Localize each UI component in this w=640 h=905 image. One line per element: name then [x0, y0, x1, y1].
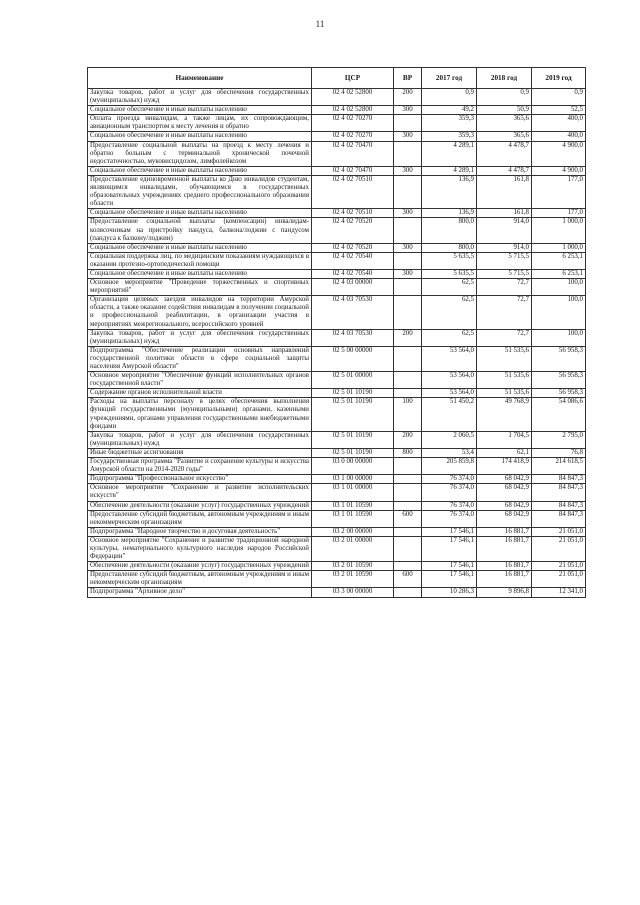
row-vr: 600 — [394, 571, 422, 588]
row-2018: 9 896,8 — [477, 588, 532, 597]
row-2018: 4 478,7 — [477, 141, 532, 166]
row-csr: 02 4 02 70540 — [312, 269, 394, 278]
row-2019: 52,5 — [532, 106, 586, 115]
row-name: Закупка товаров, работ и услуг для обеспечения государственных (муниципальных) нужд — [88, 431, 312, 448]
table-row — [88, 346, 586, 371]
row-2017: 53 564,0 — [422, 372, 477, 389]
row-vr — [394, 458, 422, 475]
row-2019: 84 847,3 — [532, 510, 586, 527]
header-csr: ЦСР — [312, 68, 394, 89]
row-2018: 365,6 — [477, 115, 532, 132]
row-name: Социальное обеспечение и иные выплаты населению — [88, 269, 312, 278]
row-name: Закупка товаров, работ и услуг для обеспечения государственных (муниципальных) нужд — [88, 89, 312, 106]
row-vr — [394, 372, 422, 389]
row-2019: 100,0 — [532, 279, 586, 296]
row-2019: 1 000,0 — [532, 218, 586, 243]
row-2018: 16 881,7 — [477, 571, 532, 588]
row-name: Подпрограмма "Профессиональное искусство" — [88, 475, 312, 484]
row-2018: 0,9 — [477, 89, 532, 106]
row-2019: 56 958,3 — [532, 389, 586, 398]
row-name: Обеспечение деятельности (оказание услуг) государственных учреждений — [88, 562, 312, 571]
row-2019: 400,0 — [532, 115, 586, 132]
row-2019: 21 051,0 — [532, 571, 586, 588]
row-2018: 72,7 — [477, 329, 532, 346]
row-name: Оплата проезда инвалидам, а также лицам, их сопровождающим, авиационным транспортом к месту лечения и обратно — [88, 115, 312, 132]
row-csr: 03 0 00 00000 — [312, 458, 394, 475]
row-2018: 4 478,7 — [477, 166, 532, 175]
row-2018: 365,6 — [477, 132, 532, 141]
row-2017: 62,5 — [422, 296, 477, 329]
row-vr — [394, 296, 422, 329]
table-row — [88, 389, 586, 398]
row-csr: 02 4 03 70530 — [312, 296, 394, 329]
row-2019: 214 618,5 — [532, 458, 586, 475]
table-row — [88, 484, 586, 501]
row-vr — [394, 141, 422, 166]
table-row — [88, 209, 586, 218]
table-row — [88, 536, 586, 561]
row-2018: 5 715,5 — [477, 269, 532, 278]
row-2018: 1 704,5 — [477, 431, 532, 448]
row-vr: 300 — [394, 166, 422, 175]
row-name: Подпрограмма "Народное творчество и досуговая деятельность" — [88, 527, 312, 536]
table-row — [88, 527, 586, 536]
row-vr: 100 — [394, 398, 422, 431]
row-2017: 76 374,0 — [422, 475, 477, 484]
row-vr — [394, 484, 422, 501]
row-2018: 68 042,9 — [477, 475, 532, 484]
row-2019: 1 000,0 — [532, 243, 586, 252]
header-2018: 2018 год — [477, 68, 532, 89]
row-name: Социальное обеспечение и иные выплаты населению — [88, 209, 312, 218]
row-csr: 03 2 00 00000 — [312, 527, 394, 536]
row-2018: 68 042,9 — [477, 484, 532, 501]
header-name: Наименование — [88, 68, 312, 89]
row-2018: 72,7 — [477, 296, 532, 329]
row-csr: 02 5 01 00000 — [312, 372, 394, 389]
row-name: Основное мероприятие "Проведение торжественных и спортивных мероприятий" — [88, 279, 312, 296]
row-vr — [394, 346, 422, 371]
row-vr — [394, 218, 422, 243]
row-csr: 03 3 00 00000 — [312, 588, 394, 597]
row-vr: 200 — [394, 329, 422, 346]
row-vr — [394, 475, 422, 484]
row-csr: 02 4 02 52800 — [312, 106, 394, 115]
table-header-row — [88, 68, 586, 89]
table-row — [88, 243, 586, 252]
row-2018: 5 715,5 — [477, 252, 532, 269]
table-row — [88, 175, 586, 208]
row-2019: 6 253,1 — [532, 269, 586, 278]
row-2017: 136,9 — [422, 209, 477, 218]
row-csr: 02 4 02 70510 — [312, 209, 394, 218]
row-2017: 62,5 — [422, 329, 477, 346]
row-2019: 4 900,0 — [532, 141, 586, 166]
row-2017: 17 546,1 — [422, 527, 477, 536]
row-csr: 03 1 01 10590 — [312, 501, 394, 510]
row-2018: 72,7 — [477, 279, 532, 296]
header-vr: ВР — [394, 68, 422, 89]
row-2017: 49,2 — [422, 106, 477, 115]
row-2018: 49 768,9 — [477, 398, 532, 431]
row-2018: 16 881,7 — [477, 536, 532, 561]
row-2017: 10 286,3 — [422, 588, 477, 597]
table-row — [88, 218, 586, 243]
row-csr: 02 5 00 00000 — [312, 346, 394, 371]
row-vr: 800 — [394, 448, 422, 457]
row-2019: 6 253,1 — [532, 252, 586, 269]
row-vr — [394, 175, 422, 208]
row-2017: 51 450,2 — [422, 398, 477, 431]
row-2017: 136,9 — [422, 175, 477, 208]
row-name: Подпрограмма "Обеспечение реализации основных направлений государственной политики области в сфере социальной защиты населения Амурской области" — [88, 346, 312, 371]
row-name: Подпрограмма "Архивное дело" — [88, 588, 312, 597]
row-2019: 21 051,0 — [532, 562, 586, 571]
row-name: Основное мероприятие "Сохранение и развитие традиционной народной культуры, нематериального культурного наследия народов Российской Федерации" — [88, 536, 312, 561]
row-2017: 4 289,1 — [422, 141, 477, 166]
row-2019: 76,8 — [532, 448, 586, 457]
row-2019: 2 795,0 — [532, 431, 586, 448]
row-csr: 02 4 03 00000 — [312, 279, 394, 296]
table-row — [88, 279, 586, 296]
table-row — [88, 329, 586, 346]
row-csr: 03 2 01 00000 — [312, 536, 394, 561]
row-name: Содержание органов исполнительной власти — [88, 389, 312, 398]
row-2018: 161,8 — [477, 175, 532, 208]
row-2018: 68 042,9 — [477, 501, 532, 510]
row-2018: 16 881,7 — [477, 562, 532, 571]
row-csr: 03 2 01 10590 — [312, 571, 394, 588]
row-2017: 5 635,5 — [422, 252, 477, 269]
row-2017: 0,9 — [422, 89, 477, 106]
row-csr: 03 2 01 10590 — [312, 562, 394, 571]
row-csr: 02 5 01 10190 — [312, 448, 394, 457]
row-csr: 02 5 01 10190 — [312, 398, 394, 431]
table-row — [88, 141, 586, 166]
row-2017: 4 289,1 — [422, 166, 477, 175]
table-row — [88, 588, 586, 597]
row-2019: 4 900,0 — [532, 166, 586, 175]
row-csr: 02 4 03 70530 — [312, 329, 394, 346]
table-row — [88, 115, 586, 132]
row-csr: 02 4 02 70470 — [312, 166, 394, 175]
page-number: 11 — [315, 19, 325, 29]
row-2018: 68 042,9 — [477, 510, 532, 527]
table-row — [88, 269, 586, 278]
row-2019: 84 847,3 — [532, 475, 586, 484]
row-2017: 205 859,8 — [422, 458, 477, 475]
row-2019: 177,0 — [532, 175, 586, 208]
row-name: Организация целевых заездов инвалидов на территории Амурской области, а также оказание содействия инвалидам в получении социальной и профессиональной реабилитации, в организации участия в мероприятиях межрегионального, всероссийского уровней — [88, 296, 312, 329]
row-csr: 02 5 01 10190 — [312, 389, 394, 398]
row-vr: 200 — [394, 431, 422, 448]
row-name: Закупка товаров, работ и услуг для обеспечения государственных (муниципальных) нужд — [88, 329, 312, 346]
row-2017: 53 564,0 — [422, 346, 477, 371]
header-2017: 2017 год — [422, 68, 477, 89]
row-csr: 02 4 02 70510 — [312, 175, 394, 208]
row-2018: 914,0 — [477, 218, 532, 243]
row-2017: 76 374,0 — [422, 510, 477, 527]
table-body — [88, 89, 586, 598]
row-2018: 16 881,7 — [477, 527, 532, 536]
table-row — [88, 501, 586, 510]
row-2017: 62,5 — [422, 279, 477, 296]
row-2019: 84 847,3 — [532, 501, 586, 510]
row-vr — [394, 279, 422, 296]
row-vr: 300 — [394, 209, 422, 218]
row-2019: 400,0 — [532, 132, 586, 141]
row-vr — [394, 536, 422, 561]
row-2018: 51 535,6 — [477, 389, 532, 398]
row-name: Основное мероприятие "Обеспечение функций исполнительных органов государственной власти" — [88, 372, 312, 389]
row-name: Социальная поддержка лиц, по медицинским показаниям нуждающихся в оказании протезно-ортопедической помощи — [88, 252, 312, 269]
row-2018: 51 535,6 — [477, 346, 532, 371]
row-vr: 200 — [394, 89, 422, 106]
table-row — [88, 166, 586, 175]
row-2019: 0,9 — [532, 89, 586, 106]
row-name: Иные бюджетные ассигнования — [88, 448, 312, 457]
table-row — [88, 571, 586, 588]
row-vr — [394, 527, 422, 536]
row-vr: 600 — [394, 510, 422, 527]
row-2017: 800,0 — [422, 218, 477, 243]
table-row — [88, 448, 586, 457]
row-2017: 76 374,0 — [422, 484, 477, 501]
row-vr — [394, 389, 422, 398]
table-row — [88, 562, 586, 571]
row-2017: 53,4 — [422, 448, 477, 457]
row-name: Социальное обеспечение и иные выплаты населению — [88, 106, 312, 115]
row-csr: 02 4 02 70270 — [312, 115, 394, 132]
row-2018: 62,1 — [477, 448, 532, 457]
row-vr — [394, 115, 422, 132]
row-2017: 800,0 — [422, 243, 477, 252]
table-row — [88, 89, 586, 106]
row-2017: 359,3 — [422, 132, 477, 141]
row-csr: 02 4 02 70470 — [312, 141, 394, 166]
row-csr: 02 4 02 70520 — [312, 218, 394, 243]
row-2017: 76 374,0 — [422, 501, 477, 510]
row-vr — [394, 562, 422, 571]
row-name: Социальное обеспечение и иные выплаты населению — [88, 132, 312, 141]
row-2018: 161,8 — [477, 209, 532, 218]
row-2019: 54 086,6 — [532, 398, 586, 431]
table-row — [88, 510, 586, 527]
row-name: Предоставление субсидий бюджетным, автономным учреждениям и иным некоммерческим организациям — [88, 510, 312, 527]
row-2017: 17 546,1 — [422, 571, 477, 588]
row-2019: 177,0 — [532, 209, 586, 218]
row-2019: 21 051,0 — [532, 527, 586, 536]
row-name: Обеспечение деятельности (оказание услуг) государственных учреждений — [88, 501, 312, 510]
row-2019: 12 341,0 — [532, 588, 586, 597]
header-2019: 2019 год — [532, 68, 586, 89]
table-row — [88, 296, 586, 329]
row-vr — [394, 588, 422, 597]
row-vr: 300 — [394, 132, 422, 141]
row-2019: 21 051,0 — [532, 536, 586, 561]
row-csr: 02 4 02 70270 — [312, 132, 394, 141]
row-csr: 03 1 01 00000 — [312, 484, 394, 501]
row-name: Основное мероприятие "Сохранение и развитие исполнительских искусств" — [88, 484, 312, 501]
row-vr — [394, 501, 422, 510]
row-name: Социальное обеспечение и иные выплаты населению — [88, 243, 312, 252]
row-2017: 53 564,0 — [422, 389, 477, 398]
table-row — [88, 252, 586, 269]
row-2019: 84 847,3 — [532, 484, 586, 501]
row-csr: 02 4 02 52800 — [312, 89, 394, 106]
row-csr: 03 1 01 10590 — [312, 510, 394, 527]
budget-table — [87, 67, 586, 598]
row-name: Предоставление единовременной выплаты ко Дню инвалидов студентам, являющимся инвалидами, обучающимся в государственных образовательных учреждениях среднего профессионального образования области — [88, 175, 312, 208]
table-row — [88, 431, 586, 448]
row-name: Расходы на выплаты персоналу в целях обеспечения выполнения функций государственными (муниципальными) органами, казенными учреждениями, органами управления государственными внебюджетными фондами — [88, 398, 312, 431]
row-2017: 17 546,1 — [422, 562, 477, 571]
table-row — [88, 132, 586, 141]
row-2018: 50,9 — [477, 106, 532, 115]
table-row — [88, 372, 586, 389]
row-vr: 300 — [394, 106, 422, 115]
table-row — [88, 458, 586, 475]
row-2019: 56 958,3 — [532, 346, 586, 371]
row-vr — [394, 252, 422, 269]
row-csr: 02 5 01 10190 — [312, 431, 394, 448]
row-2018: 914,0 — [477, 243, 532, 252]
row-2017: 359,3 — [422, 115, 477, 132]
row-2018: 174 418,9 — [477, 458, 532, 475]
row-2019: 100,0 — [532, 296, 586, 329]
row-name: Государственная программа "Развитие и сохранение культуры и искусства Амурской области на 2014-2020 годы" — [88, 458, 312, 475]
row-2019: 56 958,3 — [532, 372, 586, 389]
row-name: Социальное обеспечение и иные выплаты населению — [88, 166, 312, 175]
row-name: Предоставление социальной выплаты на проезд к месту лечения и обратно больным с терминальной хронической почечной недостаточностью, муковисцидозом, лимфолейкозом — [88, 141, 312, 166]
row-csr: 02 4 02 70520 — [312, 243, 394, 252]
row-name: Предоставление субсидий бюджетным, автономным учреждениям и иным некоммерческим организациям — [88, 571, 312, 588]
row-csr: 02 4 02 70540 — [312, 252, 394, 269]
row-vr: 300 — [394, 269, 422, 278]
row-2019: 100,0 — [532, 329, 586, 346]
row-vr: 300 — [394, 243, 422, 252]
row-2017: 5 635,5 — [422, 269, 477, 278]
table-row — [88, 106, 586, 115]
row-2017: 2 060,5 — [422, 431, 477, 448]
table-row — [88, 398, 586, 431]
row-2017: 17 546,1 — [422, 536, 477, 561]
row-2018: 51 535,6 — [477, 372, 532, 389]
row-csr: 03 1 00 00000 — [312, 475, 394, 484]
row-name: Предоставление социальной выплаты (компенсации) инвалидам-колясочникам на пристройку пандуса, балкона/лоджии с пандусом (пандуса к балкону/лоджии) — [88, 218, 312, 243]
table-row — [88, 475, 586, 484]
